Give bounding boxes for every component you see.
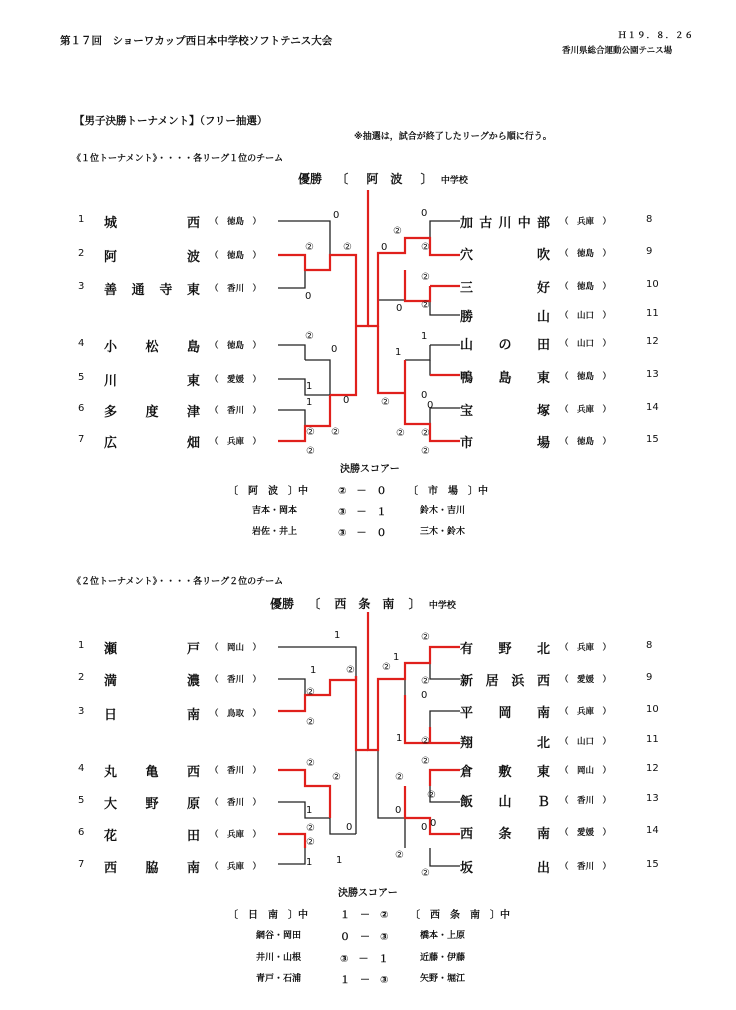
team-name: 丸 亀 西 xyxy=(104,765,200,780)
team-name: 大 野 原 xyxy=(104,797,200,812)
match-score: 1 xyxy=(336,855,343,866)
seed-number: 4 xyxy=(78,338,85,349)
match-score: 0 xyxy=(346,822,353,833)
team-name: 多 度 津 xyxy=(104,405,200,420)
seed-number: 8 xyxy=(646,214,653,225)
b1-match1-score: ③ － １ xyxy=(338,507,387,518)
b1-match1-left: 吉本・岡本 xyxy=(252,506,298,516)
prefecture-name: 香川 xyxy=(227,798,245,808)
team-name: 花 田 xyxy=(104,829,200,844)
team-name: 坂 出 xyxy=(460,861,550,876)
match-score: ② xyxy=(346,665,355,676)
prefecture: （ 兵庫 ） xyxy=(560,643,612,653)
match-score: 0 xyxy=(421,390,428,401)
seed-number: 3 xyxy=(78,281,85,292)
team-name: 平 岡 南 xyxy=(460,706,550,721)
prefecture-name: 山口 xyxy=(577,311,595,321)
seed-number: 12 xyxy=(646,763,659,774)
seed-number: 6 xyxy=(78,827,85,838)
bracket2-final-label: 決勝スコアー xyxy=(338,888,398,899)
prefecture-name: 鳥取 xyxy=(227,709,245,719)
seed-number: 2 xyxy=(78,248,85,259)
bracket1-final-left: 〔 阿 波 〕中 xyxy=(228,486,308,497)
prefecture-name: 兵庫 xyxy=(577,405,595,415)
match-score: ② xyxy=(421,736,430,747)
bracket1-final-label: 決勝スコアー xyxy=(340,464,400,475)
team-name: 満 濃 xyxy=(104,674,200,689)
seed-number: 12 xyxy=(646,336,659,347)
prefecture: （ 岡山 ） xyxy=(560,766,612,776)
bracket1-final-score: ② － ０ xyxy=(338,486,387,497)
venue: 香川県総合運動公園テニス場 xyxy=(562,46,673,56)
prefecture-name: 愛媛 xyxy=(577,675,595,685)
match-score: ② xyxy=(305,331,314,342)
winner-suffix: 中学校 xyxy=(428,601,456,611)
team-name: 加古川中部 xyxy=(460,216,550,231)
prefecture: （ 香川 ） xyxy=(560,796,612,806)
match-score: ② xyxy=(421,428,430,439)
match-score: ② xyxy=(421,676,430,687)
bracket2-subtitle: 《２位トーナメント》・・・・各リーグ２位のチーム xyxy=(72,577,284,587)
prefecture-name: 兵庫 xyxy=(227,830,245,840)
seed-number: 14 xyxy=(646,402,659,413)
seed-number: 9 xyxy=(646,246,653,257)
match-score: ② xyxy=(395,850,404,861)
team-name: 瀬 戸 xyxy=(104,642,200,657)
winner-prefix: 優勝 xyxy=(298,172,323,186)
match-score: ② xyxy=(306,427,315,438)
b1-match2-right: 三木・鈴木 xyxy=(420,527,466,537)
prefecture-name: 山口 xyxy=(577,737,595,747)
seed-number: 11 xyxy=(646,734,659,745)
match-score: ② xyxy=(421,632,430,643)
team-name: 飯 山 Ｂ xyxy=(460,795,550,810)
prefecture-name: 徳島 xyxy=(227,341,245,351)
bracket2-final-right: 〔 西 条 南 〕中 xyxy=(410,910,510,921)
seed-number: 4 xyxy=(78,763,85,774)
prefecture-name: 愛媛 xyxy=(227,375,245,385)
seed-number: 8 xyxy=(646,640,653,651)
team-name: 日 南 xyxy=(104,708,200,723)
team-name: 阿 波 xyxy=(104,250,200,265)
match-score: 0 xyxy=(395,805,402,816)
match-score: 1 xyxy=(306,397,313,408)
prefecture: （ 香川 ） xyxy=(210,675,262,685)
prefecture-name: 徳島 xyxy=(577,282,595,292)
match-score: ② xyxy=(306,758,315,769)
match-score: ② xyxy=(421,272,430,283)
match-score: ② xyxy=(306,717,315,728)
team-name: 新居浜西 xyxy=(460,674,550,689)
prefecture-name: 香川 xyxy=(227,406,245,416)
prefecture-name: 香川 xyxy=(227,766,245,776)
bracket2-final-score: １ － ② xyxy=(340,910,389,921)
match-score: ② xyxy=(427,790,436,801)
match-score: 1 xyxy=(334,630,341,641)
seed-number: 5 xyxy=(78,372,85,383)
prefecture-name: 兵庫 xyxy=(227,862,245,872)
prefecture: （ 愛媛 ） xyxy=(560,828,612,838)
seed-number: 3 xyxy=(78,706,85,717)
match-score: ② xyxy=(421,300,430,311)
prefecture: （ 兵庫 ） xyxy=(210,830,262,840)
match-score: ② xyxy=(305,242,314,253)
match-score: 0 xyxy=(381,242,388,253)
match-score: ② xyxy=(421,242,430,253)
match-score: ② xyxy=(393,226,402,237)
match-score: 0 xyxy=(421,822,428,833)
team-name: 川 東 xyxy=(104,374,200,389)
prefecture: （ 徳島 ） xyxy=(560,249,612,259)
prefecture-name: 香川 xyxy=(227,284,245,294)
seed-number: 11 xyxy=(646,308,659,319)
prefecture-name: 香川 xyxy=(577,862,595,872)
winner-name: 阿 波 xyxy=(366,172,403,186)
prefecture: （ 徳島 ） xyxy=(560,282,612,292)
prefecture: （ 愛媛 ） xyxy=(210,375,262,385)
seed-number: 1 xyxy=(78,640,85,651)
prefecture: （ 徳島 ） xyxy=(210,251,262,261)
prefecture: （ 山口 ） xyxy=(560,737,612,747)
seed-number: 13 xyxy=(646,369,659,380)
prefecture-name: 香川 xyxy=(227,675,245,685)
match-score: ② xyxy=(395,772,404,783)
prefecture-name: 愛媛 xyxy=(577,828,595,838)
match-score: ② xyxy=(343,242,352,253)
lottery-note: ※抽選は，試合が終了したリーグから順に行う。 xyxy=(354,132,552,142)
prefecture-name: 徳島 xyxy=(577,437,595,447)
winner-suffix: 中学校 xyxy=(440,176,468,186)
prefecture-name: 兵庫 xyxy=(577,707,595,717)
team-name: 宝 塚 xyxy=(460,404,550,419)
seed-number: 7 xyxy=(78,859,85,870)
match-score: ② xyxy=(396,428,405,439)
team-name: 倉 敷 東 xyxy=(460,765,550,780)
prefecture-name: 香川 xyxy=(577,796,595,806)
prefecture: （ 香川 ） xyxy=(210,284,262,294)
prefecture-name: 徳島 xyxy=(577,249,595,259)
match-score: 0 xyxy=(343,395,350,406)
team-name: 西 条 南 xyxy=(460,827,550,842)
prefecture: （ 兵庫 ） xyxy=(210,437,262,447)
b2-match1-right: 橋本・上原 xyxy=(420,931,466,941)
prefecture-name: 兵庫 xyxy=(577,217,595,227)
b2-match2-right: 近藤・伊藤 xyxy=(420,953,466,963)
prefecture: （ 兵庫 ） xyxy=(560,217,612,227)
date: Ｈ１９．８．２６ xyxy=(618,31,695,41)
prefecture: （ 岡山 ） xyxy=(210,643,262,653)
b1-match2-left: 岩佐・井上 xyxy=(252,527,298,537)
seed-number: 10 xyxy=(646,704,659,715)
prefecture-name: 兵庫 xyxy=(577,643,595,653)
bracket1-subtitle: 《１位トーナメント》・・・・各リーグ１位のチーム xyxy=(72,154,284,164)
match-score: ② xyxy=(332,772,341,783)
match-score: 1 xyxy=(395,347,402,358)
prefecture: （ 兵庫 ） xyxy=(560,405,612,415)
prefecture-name: 徳島 xyxy=(227,217,245,227)
match-score: 1 xyxy=(421,331,428,342)
team-name: 小 松 島 xyxy=(104,340,200,355)
team-name: 鴨 島 東 xyxy=(460,371,550,386)
match-score: 1 xyxy=(396,733,403,744)
prefecture-name: 山口 xyxy=(577,339,595,349)
match-score: ② xyxy=(421,446,430,457)
prefecture: （ 山口 ） xyxy=(560,311,612,321)
b2-match3-left: 青戸・石浦 xyxy=(256,974,302,984)
match-score: 1 xyxy=(310,665,317,676)
team-name: 穴 吹 xyxy=(460,248,550,263)
seed-number: 15 xyxy=(646,859,659,870)
prefecture: （ 兵庫 ） xyxy=(210,862,262,872)
seed-number: 7 xyxy=(78,434,85,445)
match-score: 0 xyxy=(421,208,428,219)
bracket2-final-left: 〔 日 南 〕中 xyxy=(228,910,308,921)
match-score: 1 xyxy=(306,857,313,868)
prefecture: （ 香川 ） xyxy=(210,406,262,416)
b2-match1-score: ０ － ③ xyxy=(340,932,389,943)
seed-number: 5 xyxy=(78,795,85,806)
winner-name: 西 条 南 xyxy=(334,597,395,611)
team-name: 有 野 北 xyxy=(460,642,550,657)
b2-match1-left: 網谷・岡田 xyxy=(256,931,302,941)
team-name: 山 の 田 xyxy=(460,338,550,353)
b1-match2-score: ③ － ０ xyxy=(338,528,387,539)
prefecture-name: 徳島 xyxy=(577,372,595,382)
prefecture: （ 鳥取 ） xyxy=(210,709,262,719)
seed-number: 6 xyxy=(78,403,85,414)
seed-number: 1 xyxy=(78,214,85,225)
prefecture: （ 香川 ） xyxy=(560,862,612,872)
match-score: 1 xyxy=(306,805,313,816)
prefecture: （ 徳島 ） xyxy=(210,341,262,351)
prefecture: （ 山口 ） xyxy=(560,339,612,349)
seed-number: 2 xyxy=(78,672,85,683)
prefecture-name: 岡山 xyxy=(227,643,245,653)
b2-match2-left: 井川・山根 xyxy=(256,953,302,963)
b1-match1-right: 鈴木・吉川 xyxy=(420,506,466,516)
b2-match3-right: 矢野・堀江 xyxy=(420,974,466,984)
bracket2-winner-line: 優勝 〔 西 条 南 〕 中学校 xyxy=(270,597,456,611)
match-score: 0 xyxy=(421,690,428,701)
team-name: 広 畑 xyxy=(104,436,200,451)
match-score: ② xyxy=(331,427,340,438)
bracket1-final-right: 〔 市 場 〕中 xyxy=(408,486,488,497)
match-score: 0 xyxy=(331,344,338,355)
seed-number: 9 xyxy=(646,672,653,683)
seed-number: 14 xyxy=(646,825,659,836)
section-title: 【男子決勝トーナメント】（フリー抽選） xyxy=(74,115,268,127)
team-name: 三 好 xyxy=(460,281,550,296)
match-score: ② xyxy=(306,837,315,848)
winner-prefix: 優勝 xyxy=(270,597,295,611)
team-name: 市 場 xyxy=(460,436,550,451)
bracket1-winner-line: 優勝 〔 阿 波 〕 中学校 xyxy=(298,172,468,186)
seed-number: 10 xyxy=(646,279,659,290)
tournament-title: 第１７回 ショーワカップ西日本中学校ソフトテニス大会 xyxy=(60,35,333,47)
team-name: 翔 北 xyxy=(460,736,550,751)
prefecture: （ 兵庫 ） xyxy=(560,707,612,717)
match-score: ② xyxy=(421,756,430,767)
prefecture: （ 愛媛 ） xyxy=(560,675,612,685)
match-score: ② xyxy=(306,823,315,834)
match-score: 0 xyxy=(430,818,437,829)
prefecture: （ 香川 ） xyxy=(210,798,262,808)
match-score: 1 xyxy=(393,652,400,663)
match-score: 0 xyxy=(427,400,434,411)
match-score: ② xyxy=(306,687,315,698)
match-score: 1 xyxy=(306,381,313,392)
team-name: 城 西 xyxy=(104,216,200,231)
match-score: ② xyxy=(381,397,390,408)
prefecture-name: 岡山 xyxy=(577,766,595,776)
match-score: ② xyxy=(421,868,430,879)
match-score: ② xyxy=(382,662,391,673)
b2-match2-score: ③ － １ xyxy=(340,954,389,965)
team-name: 西 脇 南 xyxy=(104,861,200,876)
prefecture: （ 徳島 ） xyxy=(210,217,262,227)
match-score: 0 xyxy=(333,210,340,221)
match-score: 0 xyxy=(396,303,403,314)
prefecture-name: 兵庫 xyxy=(227,437,245,447)
match-score: 0 xyxy=(305,291,312,302)
match-score: ② xyxy=(306,446,315,457)
prefecture-name: 徳島 xyxy=(227,251,245,261)
seed-number: 13 xyxy=(646,793,659,804)
team-name: 善通寺東 xyxy=(104,283,200,298)
b2-match3-score: １ － ③ xyxy=(340,975,389,986)
prefecture: （ 香川 ） xyxy=(210,766,262,776)
team-name: 勝 山 xyxy=(460,310,550,325)
prefecture: （ 徳島 ） xyxy=(560,372,612,382)
seed-number: 15 xyxy=(646,434,659,445)
prefecture: （ 徳島 ） xyxy=(560,437,612,447)
